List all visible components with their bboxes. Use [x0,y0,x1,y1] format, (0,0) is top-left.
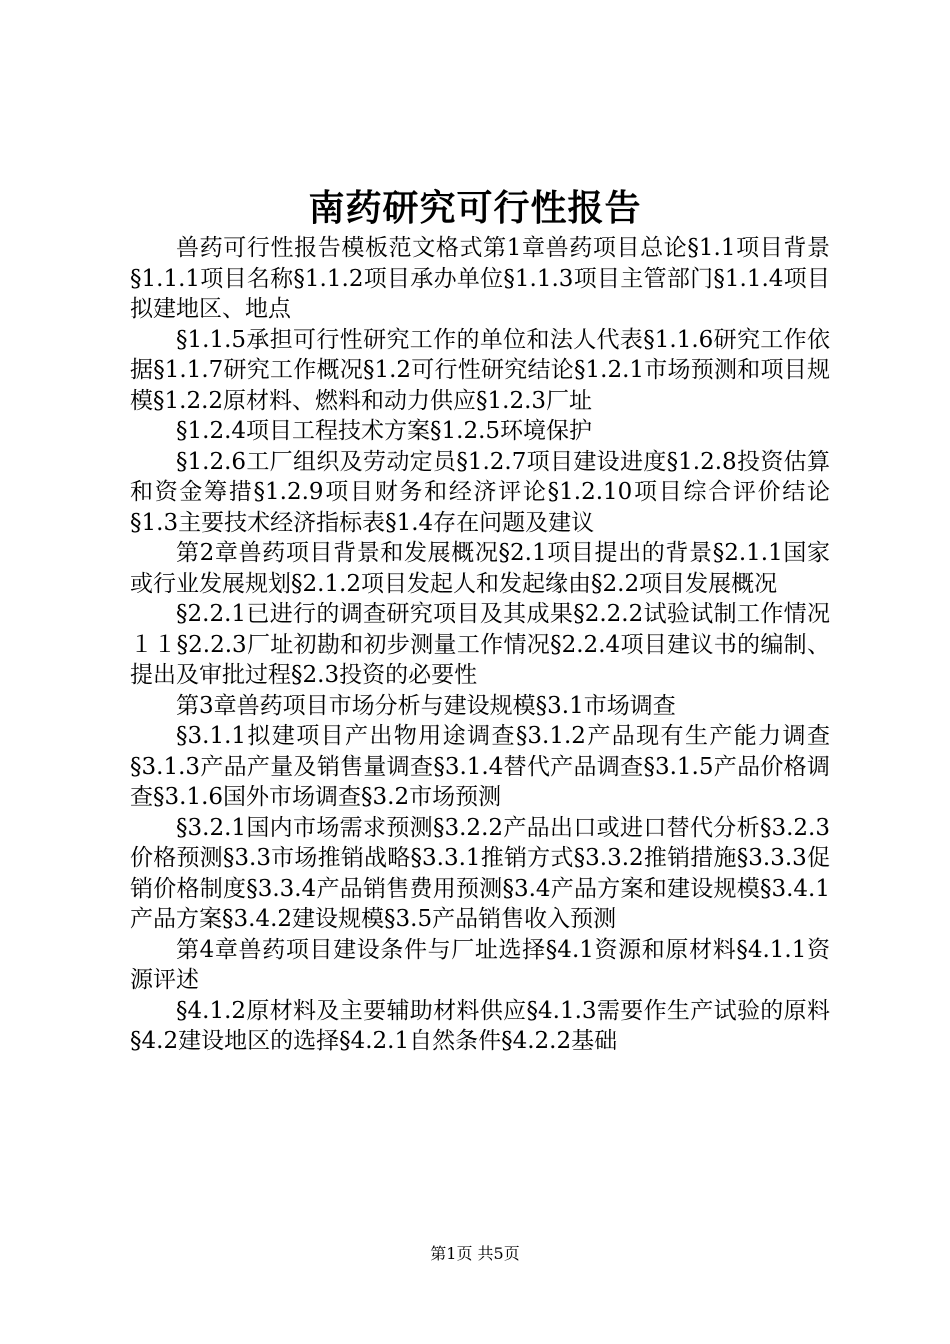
paragraph: §1.2.6工厂组织及劳动定员§1.2.7项目建设进度§1.2.8投资估算和资金筹措§1.2.9项目财务和经济评论§1.2.10项目综合评价结论§1.3主要技术经济指标表§1.4存在问题及建议 [130,448,830,536]
paragraph: 第2章兽药项目背景和发展概况§2.1项目提出的背景§2.1.1国家或行业发展规划§2.1.2项目发起人和发起缘由§2.2项目发展概况 [130,540,830,597]
paragraph: §3.1.1拟建项目产出物用途调查§3.1.2产品现有生产能力调查§3.1.3产品产量及销售量调查§3.1.4替代产品调查§3.1.5产品价格调查§3.1.6国外市场调查§3.2市场预测 [130,723,830,810]
paragraph: 兽药可行性报告模板范文格式第1章兽药项目总论§1.1项目背景§1.1.1项目名称§1.1.2项目承办单位§1.1.3项目主管部门§1.1.4项目拟建地区、地点 [130,235,830,322]
document-body [130,233,830,1057]
paragraph: §1.1.5承担可行性研究工作的单位和法人代表§1.1.6研究工作依据§1.1.7研究工作概况§1.2可行性研究结论§1.2.1市场预测和项目规模§1.2.2原材料、燃料和动力供应§1.2.3厂址 [130,326,830,414]
paragraph: §1.2.4项目工程技术方案§1.2.5环境保护 [176,418,593,444]
paragraph: §4.1.2原材料及主要辅助材料供应§4.1.3需要作生产试验的原料§4.2建设地区的选择§4.2.1自然条件§4.2.2基础 [130,997,830,1054]
paragraph: §3.2.1国内市场需求预测§3.2.2产品出口或进口替代分析§3.2.3价格预测§3.3市场推销战略§3.3.1推销方式§3.3.2推销措施§3.3.3促销价格制度§3.3.4产品销售费用预测§3.4产品方案和建设规模§3.4.1产品方案§3.4.2建设规模§3.5产品销售收入预测 [130,814,830,932]
page-footer: 第1页 共5页 [430,1244,520,1263]
paragraph: 第3章兽药项目市场分析与建设规模§3.1市场调查 [176,692,676,719]
document-title: 南药研究可行性报告 [308,187,642,229]
paragraph: 第4章兽药项目建设条件与厂址选择§4.1资源和原材料§4.1.1资源评述 [130,936,830,993]
paragraph: §2.2.1已进行的调查研究项目及其成果§2.2.2试验试制工作情况１１§2.2.3厂址初勘和初步测量工作情况§2.2.4项目建议书的编制、提出及审批过程§2.3投资的必要性 [130,601,830,688]
